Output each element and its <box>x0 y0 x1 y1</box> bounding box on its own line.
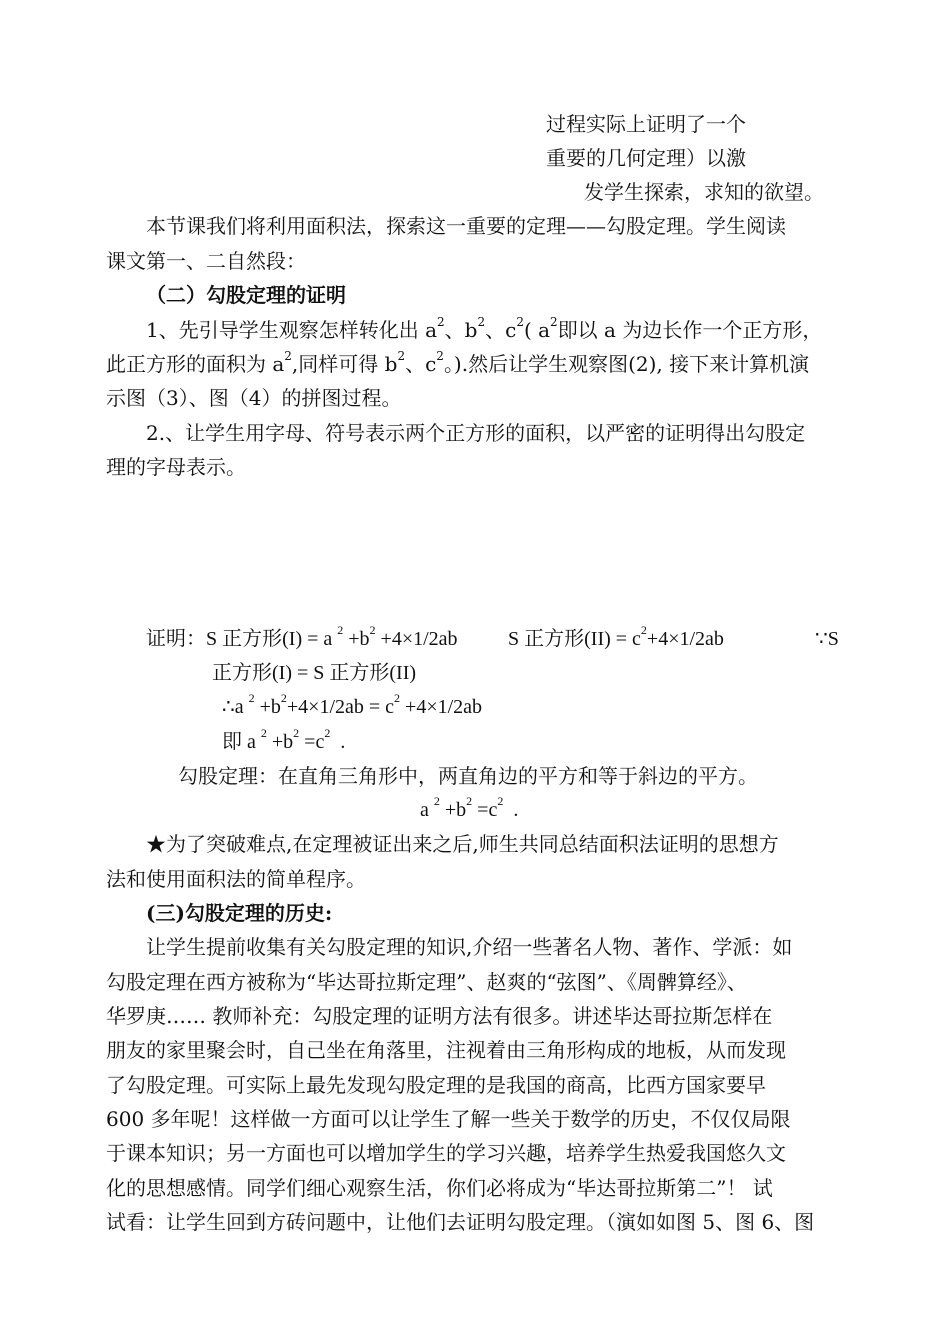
proof-line-1-right <box>508 625 724 653</box>
superscript-2: 2 <box>324 726 331 741</box>
step-2-line-2: 理的字母表示。 <box>106 455 246 479</box>
section-3-heading: (三)勾股定理的历史: <box>146 901 333 925</box>
superscript-2: 2 <box>516 315 524 330</box>
step-1-text-a: 1、先引导学生观察怎样转化出 a <box>146 318 438 342</box>
history-line-6: 600 多年呢！这样做一方面可以让学生了解一些关于数学的历史，不仅仅局限 <box>106 1107 791 1131</box>
intro-paragraph-line-1: 本节课我们将利用面积法，探索这一重要的定理——勾股定理。学生阅读 <box>146 214 786 238</box>
history-line-3: 华罗庚…… 教师补充：勾股定理的证明方法有很多。讲述毕达哥拉斯怎样在 <box>106 1004 773 1028</box>
step-1-text-h: 、c <box>405 352 437 376</box>
intro-column-line-3: 发学生探索，求知的欲望。 <box>584 180 824 204</box>
formula-a: a <box>420 799 429 821</box>
proof-text-g: +b <box>259 696 281 718</box>
superscript-2: 2 <box>550 315 558 330</box>
history-line-1: 让学生提前收集有关勾股定理的知识,介绍一些著名人物、著作、学派：如 <box>146 935 793 959</box>
star-paragraph-line-2: 法和使用面积法的简单程序。 <box>106 867 366 891</box>
step-1-line-2 <box>106 350 809 378</box>
superscript-2: 2 <box>437 315 445 330</box>
proof-text-l: =c <box>304 731 325 753</box>
history-line-4: 朋友的家里聚会时，自己坐在角落里，注视着由三角形构成的地板，从而发现 <box>106 1038 786 1062</box>
proof-line-2: 正方形(I) = S 正方形(II) <box>212 662 417 684</box>
proof-text-a: 证明：S 正方形(I) = a <box>146 628 333 650</box>
history-line-2: 勾股定理在西方被称为“毕达哥拉斯定理”、赵爽的“弦图”、《周髀算经》、 <box>106 970 747 994</box>
superscript-2: 2 <box>280 691 287 706</box>
superscript-2: 2 <box>497 794 504 809</box>
superscript-2: 2 <box>248 691 255 706</box>
step-1-text-f: 此正方形的面积为 a <box>106 352 285 376</box>
history-line-9: 试看：让学生回到方砖问题中，让他们去证明勾股定理。（演如如图 5、图 6、图 <box>106 1210 815 1234</box>
superscript-2: 2 <box>293 726 300 741</box>
superscript-2: 2 <box>436 349 444 364</box>
superscript-2: 2 <box>369 623 376 638</box>
proof-line-1 <box>146 625 458 653</box>
proof-text-c: +4×1/2ab <box>380 628 458 650</box>
intro-paragraph-line-2: 课文第一、二自然段： <box>106 249 306 273</box>
step-1-line-3: 示图（3）、图（4）的拼图过程。 <box>106 386 402 410</box>
history-line-8: 化的思想感情。同学们细心观察生活，你们必将成为“毕达哥拉斯第二”！ 试 <box>106 1176 773 1200</box>
step-1-text-c: 、c <box>485 318 517 342</box>
theorem-statement: 勾股定理：在直角三角形中，两直角边的平方和等于斜边的平方。 <box>178 764 758 788</box>
proof-text-f: ∴a <box>222 696 244 718</box>
superscript-2: 2 <box>466 794 473 809</box>
history-line-5: 了勾股定理。可实际上最先发现勾股定理的是我国的商高，比西方国家要早 <box>106 1073 766 1097</box>
step-1-text-g: ,同样可得 b <box>291 352 398 376</box>
superscript-2: 2 <box>284 349 292 364</box>
proof-text-h: +4×1/2ab = c <box>286 696 395 718</box>
proof-text-k: +b <box>271 731 294 753</box>
step-1-text-i: 。).然后让学生观察图(2), 接下来计算机演 <box>443 352 810 376</box>
superscript-2: 2 <box>397 349 406 364</box>
superscript-2: 2 <box>433 794 440 809</box>
proof-text-i: +4×1/2ab <box>405 696 483 718</box>
star-paragraph-line-1: ★为了突破难点,在定理被证出来之后,师生共同总结面积法证明的思想方 <box>146 832 779 856</box>
superscript-2: 2 <box>260 726 267 741</box>
proof-text-j: 即 a <box>222 731 256 753</box>
proof-line-3 <box>222 693 482 721</box>
step-1-text-d: ( a <box>523 318 551 342</box>
proof-text-e: +4×1/2ab <box>646 628 724 650</box>
intro-column-line-2: 重要的几何定理）以激 <box>546 146 746 170</box>
formula-b: +b <box>444 799 467 821</box>
superscript-2: 2 <box>477 315 486 330</box>
step-1-text-b: 、b <box>444 318 478 342</box>
formula-d: . <box>513 799 519 821</box>
step-1-text-e: 即以 a 为边长作一个正方形， <box>557 318 823 342</box>
step-1-line-1 <box>146 316 822 344</box>
proof-text-m: . <box>340 731 346 753</box>
history-line-7: 于课本知识；另一方面也可以增加学生的学习兴趣，培养学生热爱我国悠久文 <box>106 1141 786 1165</box>
superscript-2: 2 <box>394 691 401 706</box>
proof-text-d: S 正方形(II) = c <box>508 628 641 650</box>
step-2-line-1: 2.、让学生用字母、符号表示两个正方形的面积，以严密的证明得出勾股定 <box>146 421 806 445</box>
intro-column-line-1: 过程实际上证明了一个 <box>546 112 746 136</box>
section-2-heading: （二）勾股定理的证明 <box>146 283 346 307</box>
superscript-2: 2 <box>337 623 344 638</box>
theorem-formula <box>420 796 518 824</box>
superscript-2: 2 <box>640 623 647 638</box>
because-symbol-s: ∵S <box>815 628 839 650</box>
proof-line-4 <box>222 728 345 756</box>
formula-c: =c <box>477 799 498 821</box>
proof-text-b: +b <box>348 628 370 650</box>
